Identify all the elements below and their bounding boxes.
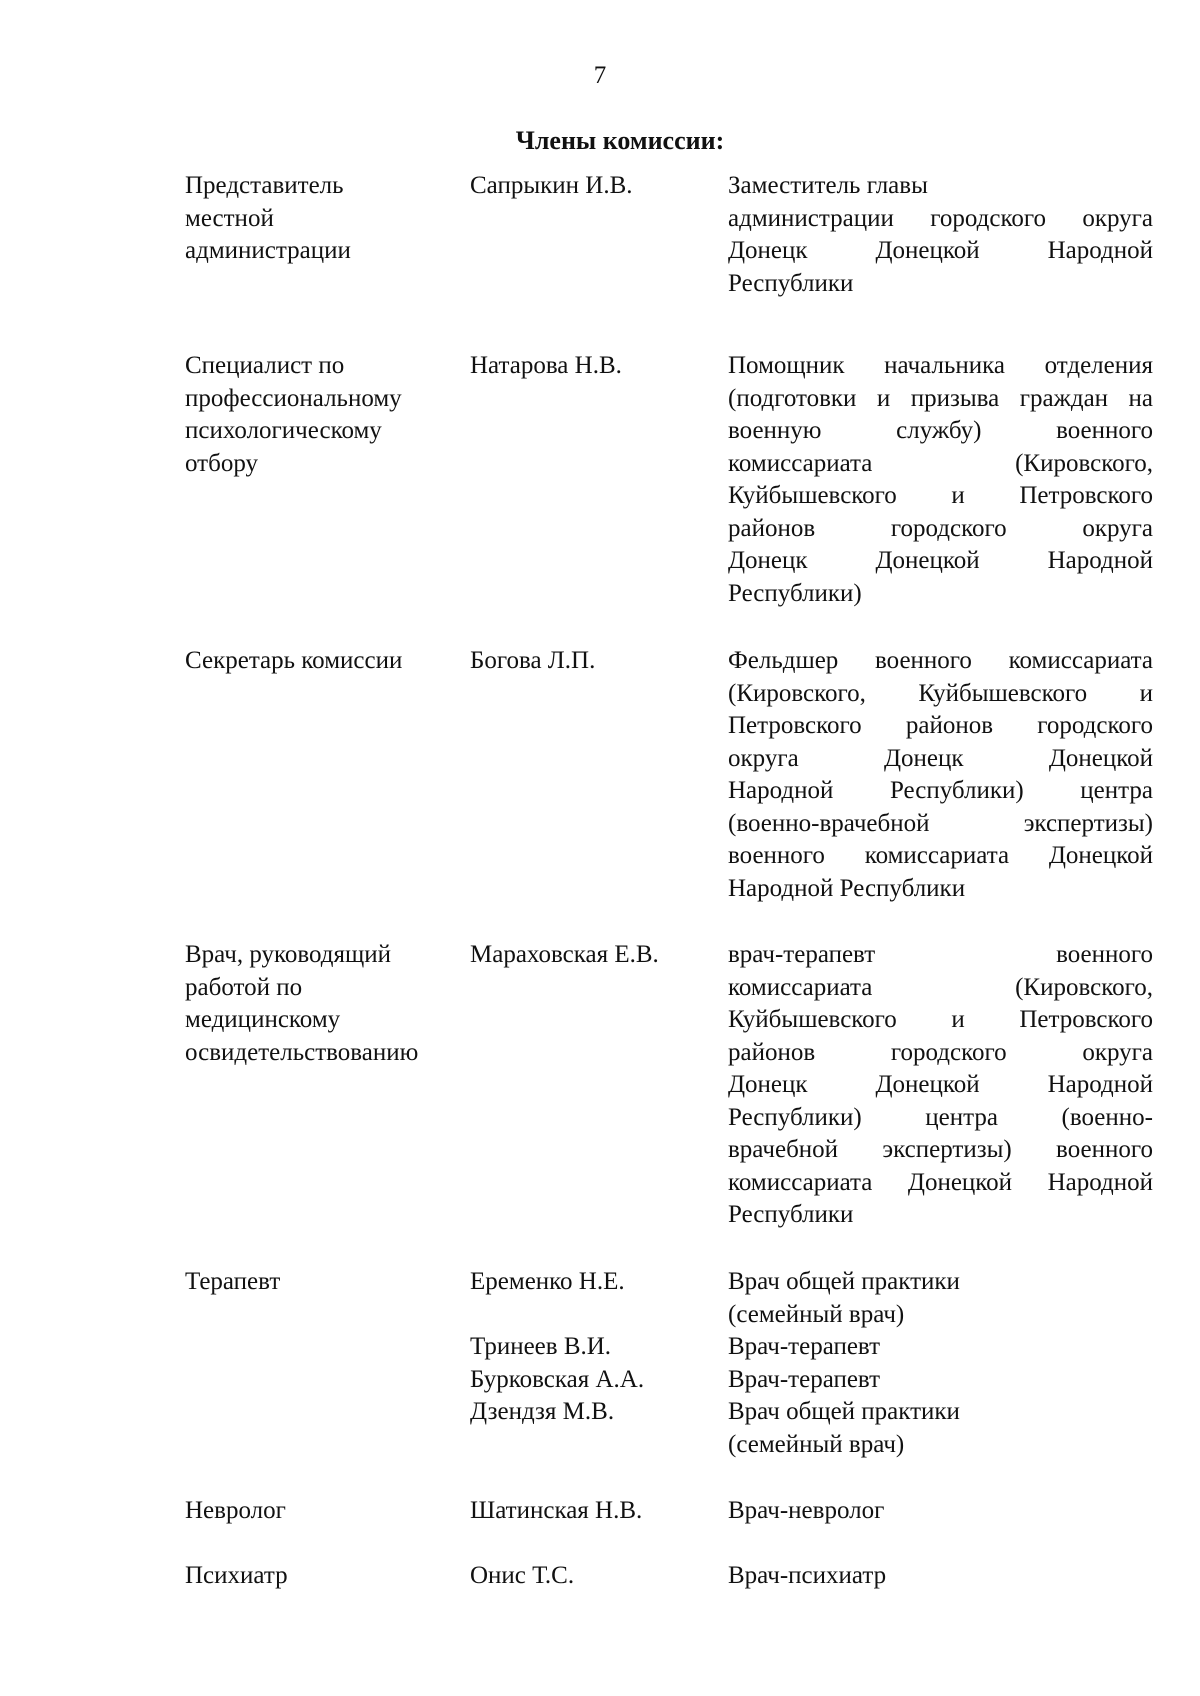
position-line: районов городского округа <box>728 514 1153 542</box>
position-line: Республики) центра (военно- <box>728 1103 1153 1131</box>
role-line: психологическому <box>185 417 382 444</box>
member-position <box>728 645 1153 905</box>
member-position: Врач-невролог <box>728 1497 885 1524</box>
position-line: (военно-врачебной экспертизы) <box>728 809 1153 837</box>
position-line: Народной Республики <box>728 874 966 902</box>
position-line: военного комиссариата Донецкой <box>728 842 1153 869</box>
page-number: 7 <box>593 62 607 89</box>
role-line: отбору <box>185 449 258 477</box>
member-name: Сапрыкин И.В. <box>470 172 633 199</box>
position-line: администрации городского округа <box>728 204 1153 232</box>
role-line: Врач, руководящий <box>185 941 392 968</box>
member-name: Шатинская Н.В. <box>470 1497 643 1524</box>
member-name-line: Дзендзя М.В. <box>470 1398 615 1425</box>
member-name: Еременко Н.Е. <box>470 1268 625 1295</box>
member-position <box>728 939 1153 1232</box>
position-line: Куйбышевского и Петровского <box>728 1006 1153 1033</box>
position-line: комиссариата (Кировского, <box>728 449 1153 477</box>
member-name: Натарова Н.В. <box>470 352 622 379</box>
position-line: Врач общей практики <box>728 1398 960 1425</box>
position-line: Республики <box>728 1201 854 1228</box>
position-line: Фельдшер военного комиссариата <box>728 647 1153 674</box>
position-line: (подготовки и призыва граждан на <box>728 384 1153 412</box>
position-line: (семейный врач) <box>728 1300 905 1328</box>
position-line: Помощник начальника отделения <box>728 352 1153 379</box>
position-line: Куйбышевского и Петровского <box>728 482 1153 509</box>
member-role <box>185 170 351 268</box>
position-line: округа Донецк Донецкой <box>728 744 1153 772</box>
member-role: Терапевт <box>185 1268 281 1295</box>
position-line: Донецк Донецкой Народной <box>728 547 1153 574</box>
position-line: врачебной экспертизы) военного <box>728 1136 1153 1163</box>
position-line: (Кировского, Куйбышевского и <box>728 679 1153 707</box>
position-line: Донецк Донецкой Народной <box>728 1071 1153 1098</box>
member-position <box>728 350 1153 610</box>
role-line: Представитель <box>185 172 344 199</box>
position-line: районов городского округа <box>728 1038 1153 1066</box>
member-role: Психиатр <box>185 1562 288 1589</box>
member-name-line: Бурковская А.А. <box>470 1365 645 1393</box>
member-name: Онис Т.С. <box>470 1562 575 1589</box>
member-name <box>470 1331 644 1429</box>
member-role: Секретарь комиссии <box>185 647 403 674</box>
role-line: местной <box>185 204 274 232</box>
position-line: военную службу) военного <box>728 417 1153 444</box>
role-line: профессиональному <box>185 384 402 412</box>
member-role: Невролог <box>185 1497 286 1524</box>
member-role <box>185 350 402 480</box>
position-line: Народной Республики) центра <box>728 777 1153 804</box>
position-line: (семейный врач) <box>728 1430 905 1458</box>
position-line: комиссариата (Кировского, <box>728 973 1153 1001</box>
position-line: врач-терапевт военного <box>728 941 1153 968</box>
member-name: Богова Л.П. <box>470 647 596 674</box>
section-heading: Члены комиссии: <box>515 126 725 155</box>
member-role <box>185 939 418 1069</box>
position-line: Донецк Донецкой Народной <box>728 237 1153 264</box>
position-line: Врач-терапевт <box>728 1365 881 1393</box>
position-line: комиссариата Донецкой Народной <box>728 1168 1153 1196</box>
position-line: Врач общей практики <box>728 1268 960 1295</box>
role-line: медицинскому <box>185 1006 341 1033</box>
member-position <box>728 170 1153 300</box>
position-line: Петровского районов городского <box>728 712 1153 739</box>
position-line: Заместитель главы <box>728 172 928 199</box>
member-position <box>728 1266 1153 1461</box>
role-line: Специалист по <box>185 352 345 379</box>
position-line: Республики <box>728 269 854 297</box>
position-line: Врач-терапевт <box>728 1333 881 1360</box>
member-name-line: Тринеев В.И. <box>470 1333 612 1360</box>
member-name: Мараховская Е.В. <box>470 941 659 968</box>
member-position: Врач-психиатр <box>728 1562 887 1589</box>
position-line: Республики) <box>728 579 862 607</box>
role-line: администрации <box>185 237 351 264</box>
role-line: работой по <box>185 973 303 1001</box>
role-line: освидетельствованию <box>185 1038 419 1066</box>
